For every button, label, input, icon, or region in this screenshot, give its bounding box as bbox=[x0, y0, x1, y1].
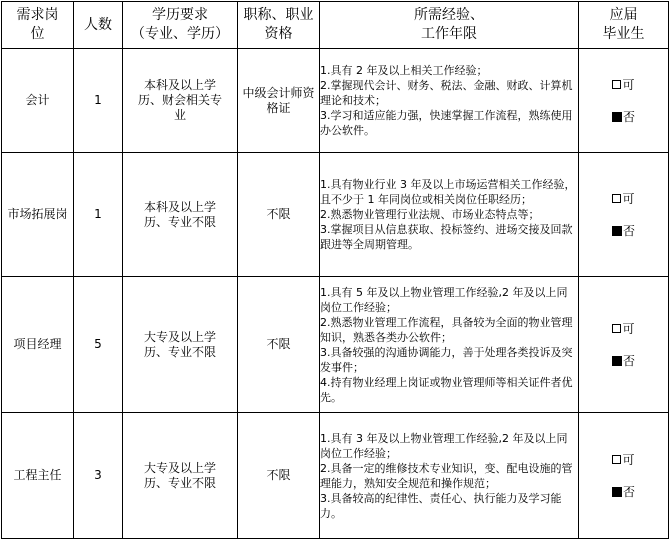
count-cell: 1 bbox=[74, 49, 123, 153]
header-row bbox=[2, 2, 669, 49]
graduate-cell bbox=[579, 277, 669, 413]
no-label: 否 bbox=[622, 109, 635, 124]
yes-checkbox[interactable] bbox=[612, 80, 621, 89]
title-cell: 不限 bbox=[238, 413, 320, 539]
graduate-no-option[interactable] bbox=[579, 484, 668, 500]
header-count: 人数 bbox=[74, 2, 123, 49]
table-row bbox=[2, 153, 669, 277]
header-title: 职称、职业资格 bbox=[238, 2, 320, 49]
yes-label: 可 bbox=[622, 191, 635, 206]
experience-cell bbox=[320, 153, 579, 277]
header-experience: 所需经验、 工作年限 bbox=[320, 2, 579, 49]
graduate-yes-option[interactable] bbox=[579, 77, 668, 93]
education-cell: 大专及以上学历、专业不限 bbox=[123, 277, 238, 413]
header-education: 学历要求 （专业、学历） bbox=[123, 2, 238, 49]
count-cell: 3 bbox=[74, 413, 123, 539]
table-row bbox=[2, 277, 669, 413]
title-cell: 不限 bbox=[238, 277, 320, 413]
education-cell: 大专及以上学历、专业不限 bbox=[123, 413, 238, 539]
no-checkbox[interactable] bbox=[612, 487, 622, 497]
education-cell: 本科及以上学历、财会相关专业 bbox=[123, 49, 238, 153]
experience-line: 1.具有 3 年及以上物业管理工作经验,2 年及以上同岗位工作经验； bbox=[320, 431, 568, 460]
position-cell: 市场拓展岗 bbox=[2, 153, 74, 277]
title-cell: 不限 bbox=[238, 153, 320, 277]
graduate-yes-option[interactable] bbox=[579, 321, 668, 337]
yes-checkbox[interactable] bbox=[612, 324, 621, 333]
experience-cell bbox=[320, 49, 579, 153]
experience-line: 2.掌握现代会计、财务、税法、金融、财政、计算机理论和技术； bbox=[320, 79, 573, 107]
table-row bbox=[2, 49, 669, 153]
experience-line: 3.具备较高的纪律性、责任心、执行能力及学习能力。 bbox=[320, 491, 562, 520]
experience-cell bbox=[320, 413, 579, 539]
experience-line: 2.熟悉物业管理行业法规、市场业态特点等； bbox=[320, 208, 540, 221]
experience-line: 3.学习和适应能力强，快速掌握工作流程，熟练使用办公软件。 bbox=[320, 109, 573, 137]
experience-line: 1.具有 5 年及以上物业管理工作经验,2 年及以上同岗位工作经验； bbox=[320, 285, 568, 314]
experience-line: 3.掌握项目从信息获取、投标签约、进场交接及回款跟进等全周期管理。 bbox=[320, 223, 573, 251]
yes-label: 可 bbox=[622, 77, 635, 92]
position-cell: 工程主任 bbox=[2, 413, 74, 539]
education-cell: 本科及以上学历、专业不限 bbox=[123, 153, 238, 277]
yes-checkbox[interactable] bbox=[612, 455, 621, 464]
recruitment-table bbox=[1, 1, 669, 539]
graduate-no-option[interactable] bbox=[579, 353, 668, 369]
position-cell: 会计 bbox=[2, 49, 74, 153]
no-label: 否 bbox=[622, 353, 635, 368]
experience-line: 2.熟悉物业管理工作流程，具备较为全面的物业管理知识，熟悉各类办公软件； bbox=[320, 315, 573, 344]
yes-label: 可 bbox=[622, 321, 635, 336]
no-label: 否 bbox=[622, 223, 635, 238]
count-cell: 5 bbox=[74, 277, 123, 413]
header-position: 需求岗位 bbox=[2, 2, 74, 49]
table-row bbox=[2, 413, 669, 539]
header-graduate: 应届 毕业生 bbox=[579, 2, 669, 49]
count-cell: 1 bbox=[74, 153, 123, 277]
graduate-yes-option[interactable] bbox=[579, 191, 668, 207]
graduate-no-option[interactable] bbox=[579, 109, 668, 125]
experience-cell bbox=[320, 277, 579, 413]
experience-line: 2.具备一定的维修技术专业知识，变、配电设施的管理能力，熟知安全规范和操作规范； bbox=[320, 461, 573, 490]
experience-line: 3.具备较强的沟通协调能力，善于处理各类投诉及突发事件； bbox=[320, 345, 573, 374]
experience-line: 1.具有物业行业 3 年及以上市场运营相关工作经验，且不少于 1 年同岗位或相关岗位任职经历； bbox=[320, 178, 576, 206]
graduate-cell bbox=[579, 49, 669, 153]
yes-label: 可 bbox=[622, 452, 635, 467]
no-checkbox[interactable] bbox=[612, 356, 622, 366]
no-checkbox[interactable] bbox=[612, 112, 622, 122]
graduate-no-option[interactable] bbox=[579, 223, 668, 239]
graduate-yes-option[interactable] bbox=[579, 452, 668, 468]
experience-line: 1.具有 2 年及以上相关工作经验； bbox=[320, 64, 488, 77]
position-cell: 项目经理 bbox=[2, 277, 74, 413]
no-label: 否 bbox=[622, 484, 635, 499]
experience-line: 4.持有物业经理上岗证或物业管理师等相关证件者优先。 bbox=[320, 375, 573, 404]
title-cell: 中级会计师资格证 bbox=[238, 49, 320, 153]
graduate-cell bbox=[579, 153, 669, 277]
no-checkbox[interactable] bbox=[612, 226, 622, 236]
yes-checkbox[interactable] bbox=[612, 194, 621, 203]
graduate-cell bbox=[579, 413, 669, 539]
